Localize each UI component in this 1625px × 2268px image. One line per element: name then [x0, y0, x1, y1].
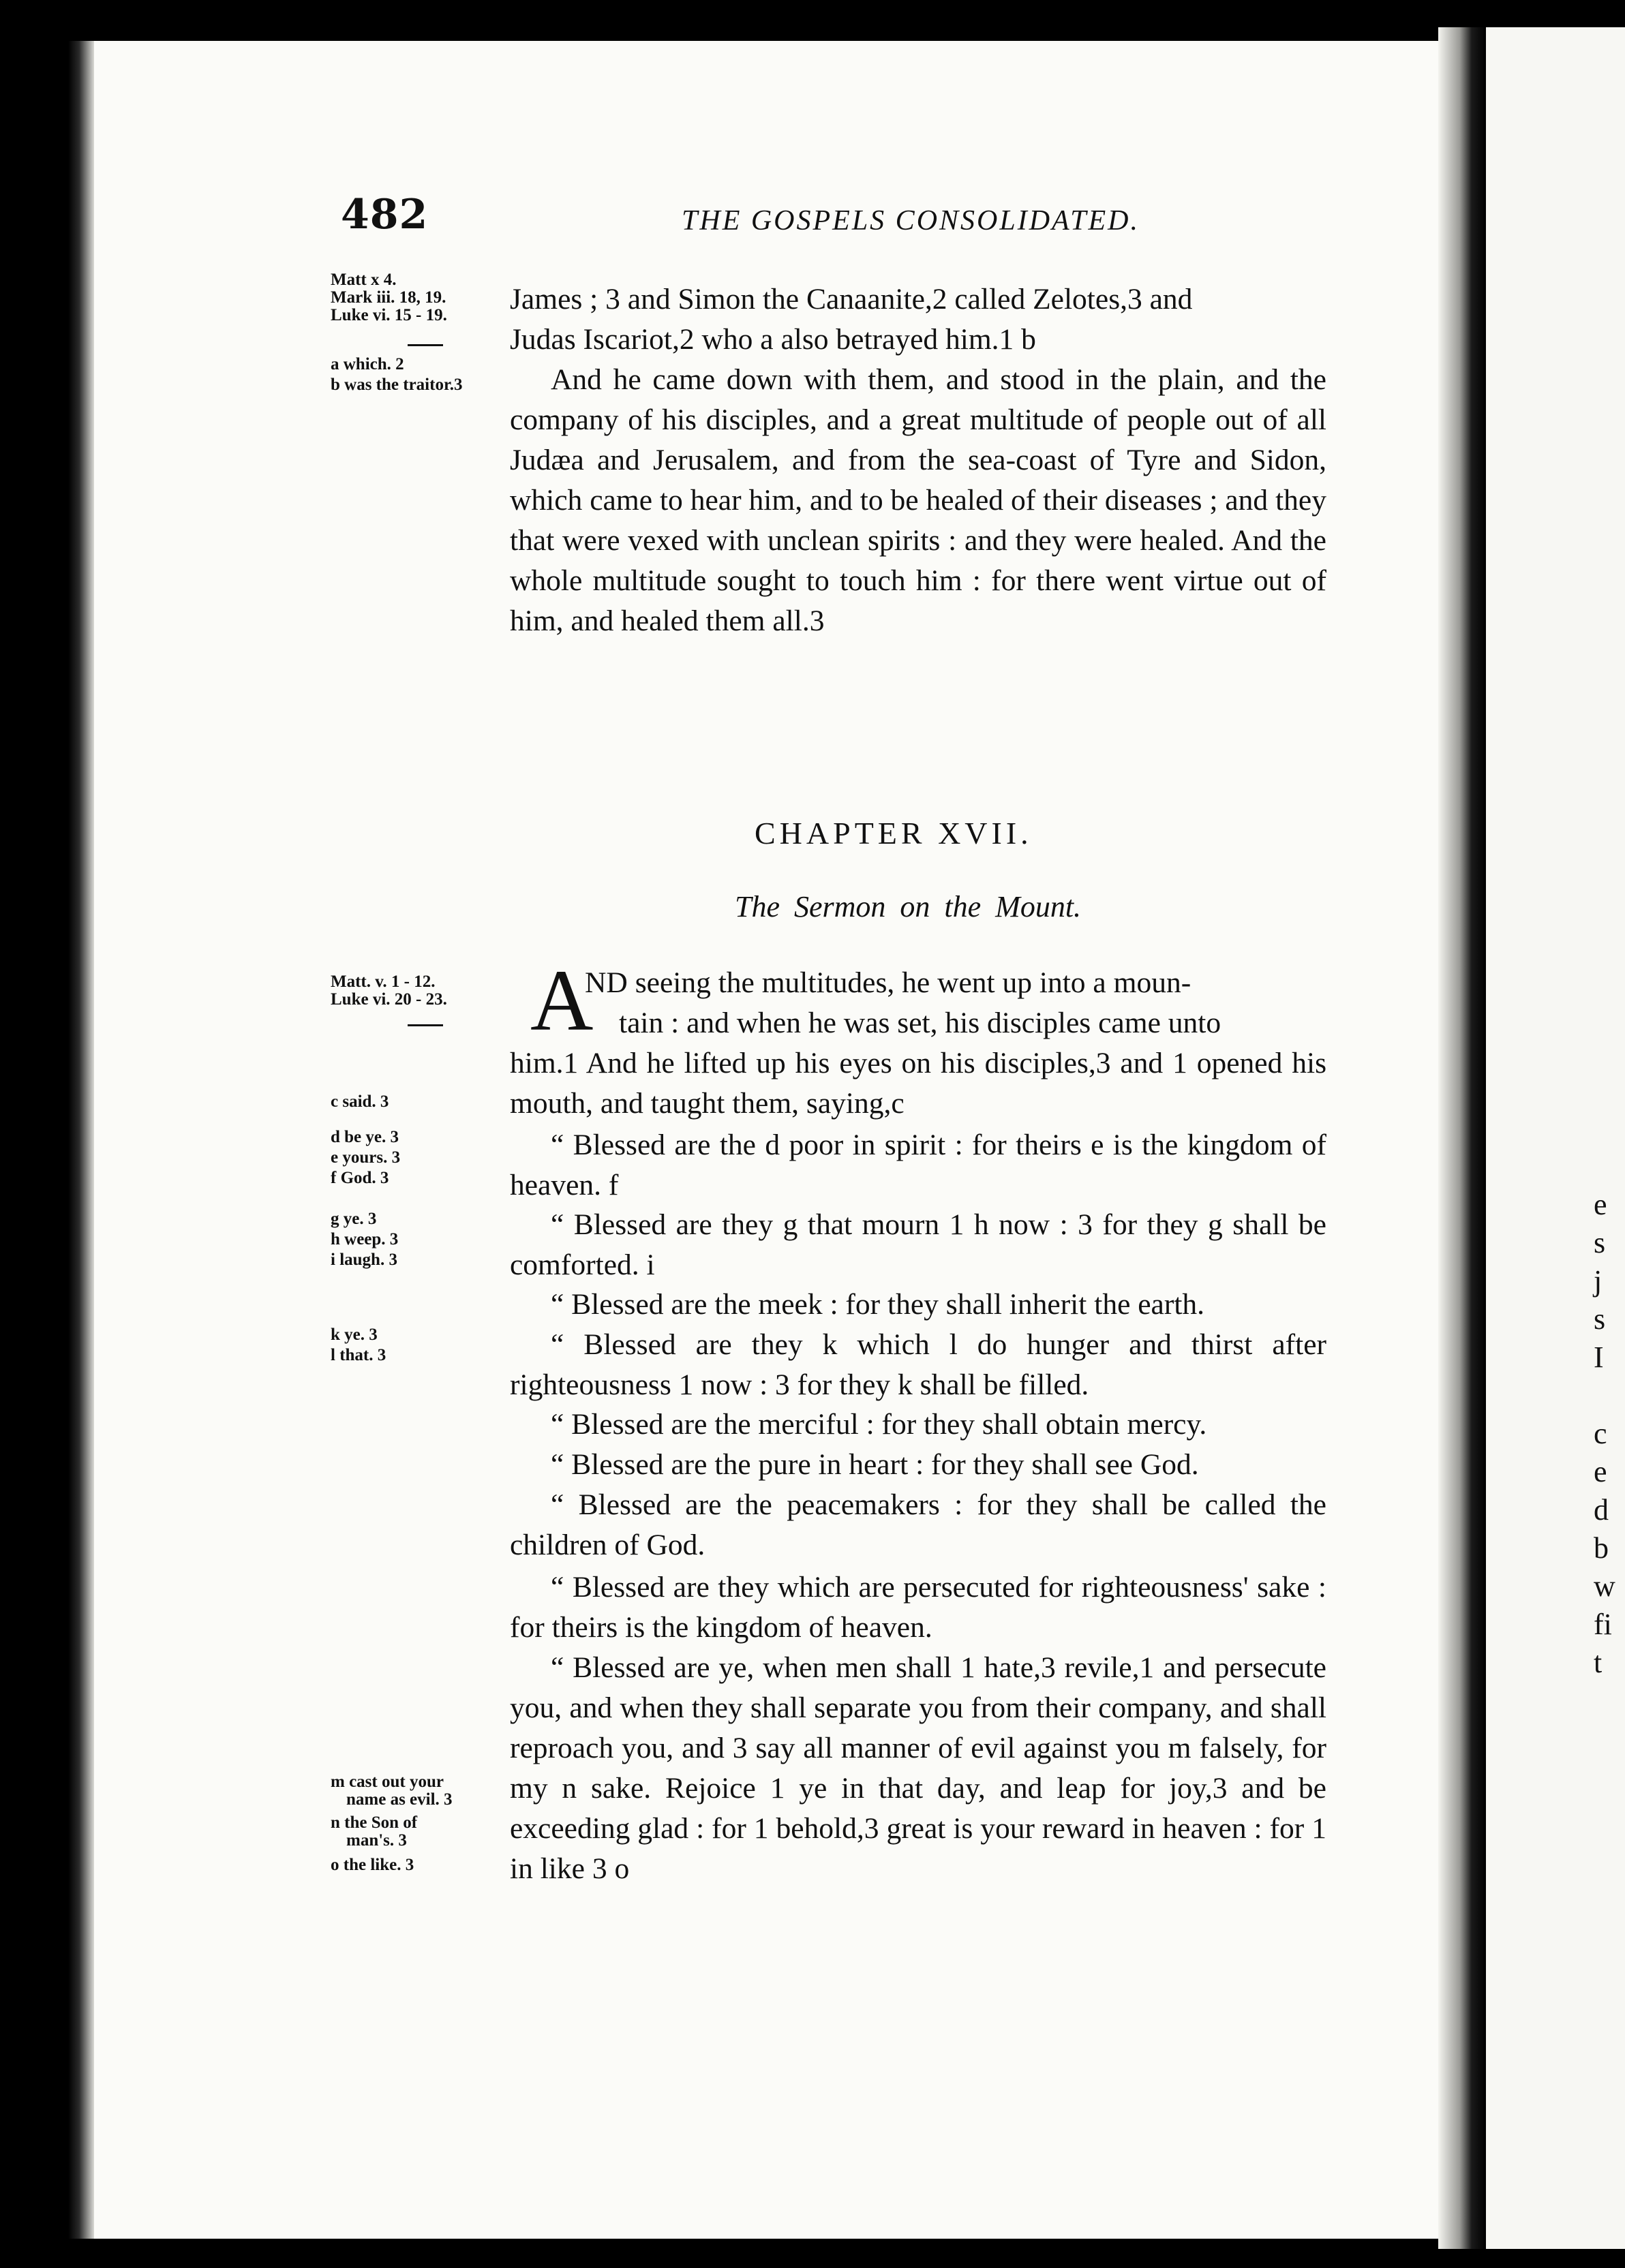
margin-ref: Matt. v. 1 - 12.	[331, 972, 436, 991]
facing-page-char: c	[1594, 1417, 1607, 1450]
beatitude-paragraph: “ Blessed are they which are persecuted for righteousness' sake : for theirs is the kingdom of heaven.	[510, 1571, 1326, 1644]
page-edge-shadow	[68, 41, 95, 2239]
beatitude-paragraph: “ Blessed are they k which l do hunger and thirst after righteousness 1 now : 3 for they k shall be filled.	[510, 1328, 1326, 1401]
continuation-line: Judas Iscariot,2 who a also betrayed him.1 b	[510, 323, 1036, 356]
margin-ref: Luke vi. 20 - 23.	[331, 990, 447, 1009]
opening-line-1: ND seeing the multitudes, he went up into a moun-	[585, 966, 1191, 999]
margin-note: i laugh. 3	[331, 1251, 397, 1269]
beatitude-paragraph: “ Blessed are the meek : for they shall inherit the earth.	[551, 1288, 1205, 1321]
margin-note: m cast out your	[331, 1773, 444, 1791]
chapter-heading: CHAPTER XVII.	[755, 816, 1033, 850]
facing-page-char: j	[1594, 1264, 1603, 1298]
beatitude-paragraph: “ Blessed are the merciful : for they shall obtain mercy.	[551, 1408, 1207, 1441]
margin-note: name as evil. 3	[346, 1790, 453, 1809]
margin-note: l that. 3	[331, 1346, 386, 1364]
margin-note: d be ye. 3	[331, 1128, 399, 1146]
margin-ref: Mark iii. 18, 19.	[331, 288, 446, 307]
margin-note: a which. 2	[331, 355, 404, 373]
margin-ref: Luke vi. 15 - 19.	[331, 306, 447, 324]
facing-page-char: s	[1594, 1302, 1606, 1336]
margin-note: f God. 3	[331, 1169, 389, 1187]
margin-rule	[408, 344, 443, 346]
beatitude-paragraph: “ Blessed are the pure in heart : for they shall see God.	[551, 1448, 1199, 1481]
book-binding-gutter	[1438, 27, 1486, 2249]
facing-page-char: s	[1594, 1226, 1606, 1259]
margin-note: h weep. 3	[331, 1230, 399, 1248]
margin-note: o the like. 3	[331, 1856, 414, 1874]
margin-note: b was the traitor.3	[331, 376, 463, 394]
margin-rule	[408, 1024, 443, 1026]
opening-lines	[585, 963, 1321, 1043]
facing-page-char: e	[1594, 1455, 1607, 1488]
facing-page	[1486, 27, 1625, 2249]
facing-page-char: I	[1594, 1340, 1604, 1374]
margin-note: e yours. 3	[331, 1148, 401, 1167]
beatitude-paragraph: “ Blessed are ye, when men shall 1 hate,3 revile,1 and persecute you, and when they shall separate you from their company, and shall reproach you, and 3 say all manner of evil against you m falsely, for my n sake. Rejoice 1 ye in that day, and leap for joy,3 and be exceeding glad : for 1 behold,3 great is your reward in heaven : for 1 in like 3 o	[510, 1651, 1326, 1885]
page-number: 482	[341, 191, 429, 239]
facing-page-char: e	[1594, 1188, 1607, 1221]
beatitude-paragraph: “ Blessed are they g that mourn 1 h now : 3 for they g shall be comforted. i	[510, 1208, 1326, 1281]
margin-note: c said. 3	[331, 1092, 389, 1111]
body-paragraph: And he came down with them, and stood in the plain, and the company of his disciples, and a great multitude of people out of all Judæa and Jerusalem, and from the sea-coast of Tyre and Sidon, which came to hear him, and to be healed of their diseases ; and they that were vexed with unclean spirits : and they were healed. And the whole multitude sought to touch him : for there went virtue out of him, and healed them all.3	[510, 363, 1326, 637]
margin-note: k ye. 3	[331, 1325, 378, 1344]
beatitude-paragraph: “ Blessed are the peacemakers : for they shall be called the children of God.	[510, 1488, 1326, 1561]
running-head: THE GOSPELS CONSOLIDATED.	[682, 205, 1140, 236]
facing-page-char: d	[1594, 1493, 1609, 1527]
chapter-subtitle: The Sermon on the Mount.	[735, 890, 1082, 923]
facing-page-char: fi	[1594, 1608, 1612, 1641]
margin-note: n the Son of	[331, 1813, 418, 1832]
facing-page-char: w	[1594, 1569, 1615, 1603]
body-paragraph: him.1 And he lifted up his eyes on his disciples,3 and 1 opened his mouth, and taught them, saying,c	[510, 1047, 1326, 1120]
facing-page-text-fragment	[1594, 1186, 1615, 1682]
margin-note: man's. 3	[346, 1831, 407, 1850]
facing-page-char: b	[1594, 1531, 1609, 1565]
continuation-line: James ; 3 and Simon the Canaanite,2 called Zelotes,3 and	[510, 283, 1193, 316]
drop-cap: A	[530, 952, 594, 1049]
facing-page-char: t	[1594, 1646, 1603, 1679]
scan-background-left	[0, 0, 68, 2268]
margin-note: g ye. 3	[331, 1210, 377, 1228]
opening-line-2: tain : and when he was set, his disciples came unto	[619, 1007, 1221, 1039]
facing-page-char	[1594, 1377, 1615, 1415]
margin-ref: Matt x 4.	[331, 271, 397, 289]
beatitude-paragraph: “ Blessed are the d poor in spirit : for theirs e is the kingdom of heaven. f	[510, 1129, 1326, 1201]
